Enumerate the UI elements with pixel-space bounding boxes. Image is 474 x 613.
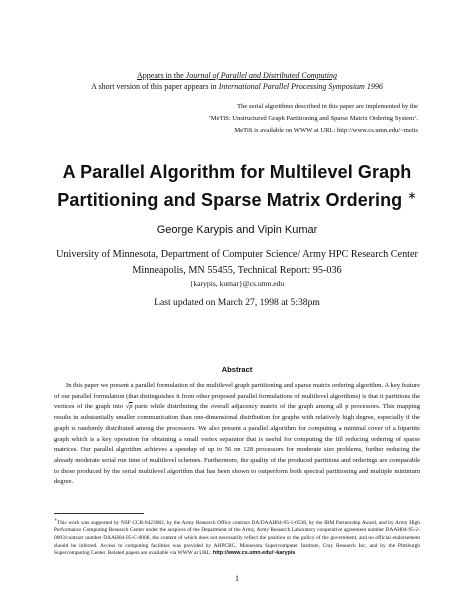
last-updated: Last updated on March 27, 1998 at 5:38pm (154, 297, 320, 308)
short-version-venue: International Parallel Processing Symposium 1996 (218, 82, 383, 91)
abstract-body (54, 381, 420, 488)
venue-journal: Journal of Parallel and Distributed Computing (185, 71, 337, 80)
page-number: 1 (235, 574, 239, 583)
abstract-heading: Abstract (221, 365, 253, 374)
footnote-rule (54, 513, 144, 514)
venue-prefix: Appears in the (137, 71, 186, 80)
title-footnote-mark: ∗ (407, 190, 417, 202)
venue-block (0, 70, 474, 92)
title-line2-row (0, 184, 474, 212)
implementation-note-line2: ‘MeTiS: Unstructured Graph Partitioning and Sparse Matrix Ordering System’. (208, 115, 418, 122)
footnote (54, 516, 420, 558)
title-line1: A Parallel Algorithm for Multilevel Graph (62, 162, 412, 182)
affiliation-line2: Minneapolis, MN 55455, Technical Report: 95-036 (132, 265, 342, 276)
footnote-mark: ∗ (54, 517, 58, 522)
abstract-text-part2: parts while distributing the overall adjacency matrix of the graph among all p processors. This mapping results in substantially smaller communication than one-dimensional distribution for graphs with relatively high degree, especially if the graph is randomly distributed among the processors. We also present a parallel algorithm for computing a minimal cover of a bipartite graph which is a key operation for obtaining a small vertex separator that is useful for computing the fill reducing ordering of sparse matrices. Our parallel algorithm achieves a speedup of up to 56 on 128 processors for moderate size problems, further reducing the already moderate serial run time of multilevel schemes. Furthermore, the quality of the produced partitions and orderings are comparable to those produced by the serial multilevel algorithm that has been shown to outperform both spectral partitioning and multiple minimum degree. (54, 403, 420, 486)
title-line2: Partitioning and Sparse Matrix Ordering (57, 190, 403, 210)
short-version-line (0, 81, 474, 92)
implementation-note-line1: The serial algorithms described in this paper are implemented by the (237, 103, 418, 110)
abstract-text-part1: In this paper we present a parallel formulation of the multilevel graph partitioning and sparse matrix ordering algorithm. A key feature of our parallel formulation (that distinguishes it from other proposed parallel formulations of multilevel algorithms) is that it partitions the vertices of the graph into (54, 382, 420, 411)
short-version-prefix: A short version of this paper appears in (91, 82, 219, 91)
paper-title (0, 160, 474, 212)
authors: George Karypis and Vipin Kumar (156, 224, 318, 236)
venue-line (0, 70, 474, 81)
affiliation-line1: University of Minnesota, Department of Computer Science/ Army HPC Research Center (56, 249, 418, 260)
email: {karypis, kumar}@cs.umn.edu (189, 279, 285, 288)
implementation-note-line3: MeTiS is available on WWW at URL: http://www.cs.umn.edu/~metis (234, 127, 418, 134)
sqrt-p-symbol: √p (125, 403, 133, 411)
footnote-text: This work was supported by NSF CCR-9423082, by the Army Research Office contract DA/DAAH04-95-1-0538, by the IBM Partnership Award, and by Army High Performance Computing Research Center under the auspices of the Department of the Army, Army Research Laboratory cooperative agreement number DAAH04-95-2-0003/contract number DAAH04-95-C-0008, the content of which does not necessarily reflect the position or the policy of the government, and no official endorsement should be inferred. Access to computing facilities was provided by AHPCRC, Minnesota Supercomputer Institute, Cray Research Inc, and by the Pittsburgh Supercomputing Center. Related papers are available via WWW at URL: (54, 519, 420, 557)
footnote-url-link[interactable]: http://www.cs.umn.edu/~karypis (212, 550, 296, 557)
sqrt-p-radicand: p (129, 403, 133, 411)
affiliation (0, 247, 474, 279)
implementation-note (198, 101, 418, 137)
